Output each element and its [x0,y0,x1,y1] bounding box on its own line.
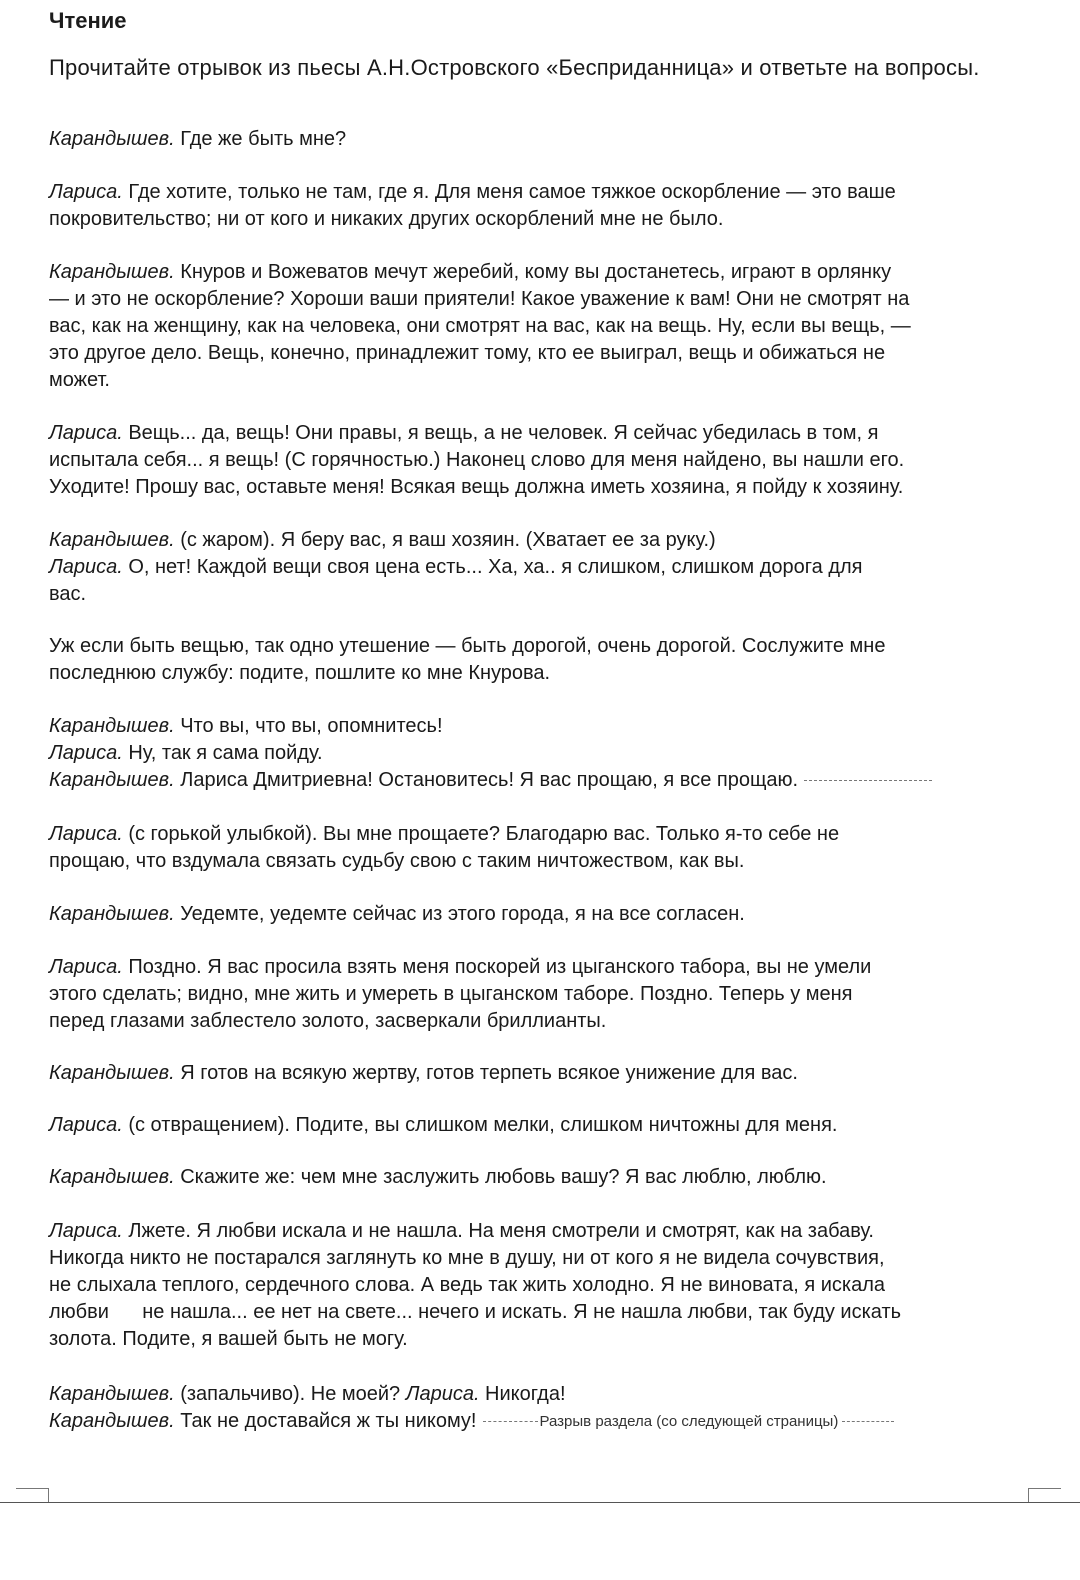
page-corner-left [16,1488,49,1503]
dialogue-line: Уж если быть вещью, так одно утешение — быть дорогой, очень дорогой. Сослужите мне [49,635,886,657]
dialogue-line [49,259,1039,286]
dialogue-line [49,1060,1039,1087]
speaker-karandyshev: Карандышев. [49,128,175,150]
speaker-karandyshev: Карандышев. [49,529,175,551]
dialogue-block [49,126,1039,153]
dialogue-line: последнюю службу: подите, пошлите ко мне Кнурова. [49,662,551,684]
dialogue-line: этого сделать; видно, мне жить и умереть в цыганском таборе. Поздно. Теперь у меня [49,983,853,1005]
replica-text: (запальчиво). Не моей? [174,1383,406,1405]
dialogue-line [49,821,1039,848]
dialogue-line: может. [49,369,110,391]
dialogue-line: золота. Подите, я вашей быть не могу. [49,1328,408,1350]
dialogue-block [49,1218,1039,1353]
replica-text: (с жаром). Я беру вас, я ваш хозяин. (Хватает ее за руку.) [174,529,716,551]
dialogue-block [49,1060,1039,1087]
speaker-larisa: Лариса. [49,1114,123,1136]
dialogue-line [49,126,1039,153]
replica-text: Вещь... да, вещь! Они правы, я вещь, а не человек. Я сейчас убедилась в том, я [122,422,879,444]
dialogue-line: перед глазами заблестело золото, засверкали бриллианты. [49,1010,607,1032]
dialogue-block [49,179,1039,233]
dialogue-line: Никогда никто не постарался заглянуть ко мне в душу, ни от кого я не видела сочувствия, [49,1247,885,1269]
section-break-dashes-right [842,1421,894,1422]
replica-text: Где же быть мне? [174,128,347,150]
replica-text: Скажите же: чем мне заслужить любовь вашу? Я вас люблю, люблю. [174,1166,827,1188]
dialogue-line: вас, как на женщину, как на человека, они смотрят на вас, как на вещь. Ну, если вы вещь, — [49,315,911,337]
replica-text: (с горькой улыбкой). Вы мне прощаете? Благодарю вас. Только я-то себе не [122,823,840,845]
dialogue-line: это другое дело. Вещь, конечно, принадлежит тому, кто ее выиграл, вещь и обижаться не [49,342,886,364]
speaker-larisa: Лариса. [49,956,123,978]
paragraph-mark-dashes [804,780,932,781]
dialogue-line: — и это не оскорбление? Хороши ваши приятели! Какое уважение к вам! Они не смотрят на [49,288,910,310]
section-break-label: Разрыв раздела (со следующей страницы) [539,1413,839,1431]
dialogue-block [49,713,1039,794]
speaker-karandyshev: Карандышев. [49,1410,175,1432]
dialogue-block [49,1381,1039,1435]
dialogue-line: вас. [49,583,87,605]
speaker-karandyshev: Карандышев. [49,1062,175,1084]
speaker-karandyshev: Карандышев. [49,1166,175,1188]
page-boundary-line [0,1502,1080,1503]
dialogue-line [49,1218,1039,1245]
replica-text: Никогда! [479,1383,566,1405]
dialogue-block [49,527,1039,608]
replica-text: Ну, так я сама пойду. [122,742,323,764]
speaker-larisa: Лариса. [405,1383,480,1405]
speaker-larisa: Лариса. [49,742,123,764]
replica-text: Лжете. Я любви искала и не нашла. На меня смотрели и смотрят, как на забаву. [122,1220,874,1242]
dialogue-line: Уходите! Прошу вас, оставьте меня! Всякая вещь должна иметь хозяина, я пойду к хозяину. [49,476,904,498]
dialogue-block [49,821,1039,875]
dialogue-line: покровительство; ни от кого и никаких других оскорблений мне не было. [49,208,724,230]
replica-text: О, нет! Каждой вещи своя цена есть... Ха, ха.. я слишком, слишком дорога для [122,556,863,578]
speaker-larisa: Лариса. [49,181,123,203]
dialogue-line: испытала себя... я вещь! (С горячностью.) Наконец слово для меня найдено, вы нашли его. [49,449,905,471]
dialogue-block [49,954,1039,1035]
task-instruction: Прочитайте отрывок из пьесы А.Н.Островского «Бесприданница» и ответьте на вопросы. [49,55,980,80]
dialogue-block [49,259,1039,394]
speaker-larisa: Лариса. [49,556,123,578]
dialogue-line [49,767,1039,794]
dialogue-line [49,554,1039,581]
dialogue-line: любви не нашла... ее нет на свете... нечего и искать. Я не нашла любви, так буду искать [49,1301,902,1323]
section-break-dashes-left [483,1421,538,1422]
speaker-larisa: Лариса. [49,422,123,444]
speaker-karandyshev: Карандышев. [49,261,175,283]
replica-text: Поздно. Я вас просила взять меня поскорей из цыганского табора, вы не умели [122,956,872,978]
dialogue-line [49,179,1039,206]
dialogue-line [49,901,1039,928]
dialogue-line [49,740,1039,767]
dialogue-block [49,1164,1039,1191]
section-heading: Чтение [49,8,127,33]
dialogue-line [49,1408,1039,1435]
dialogue-block [49,901,1039,928]
dialogue-line [49,1381,1039,1408]
replica-text: Лариса Дмитриевна! Остановитесь! Я вас прощаю, я все прощаю. [174,769,799,791]
replica-text: Уедемте, уедемте сейчас из этого города, я на все согласен. [174,903,745,925]
replica-text: Кнуров и Вожеватов мечут жеребий, кому вы достанетесь, играют в орлянку [174,261,892,283]
replica-text: Что вы, что вы, опомнитесь! [174,715,443,737]
replica-text: Я готов на всякую жертву, готов терпеть всякое унижение для вас. [174,1062,798,1084]
replica-text: Так не доставайся ж ты никому! [174,1410,477,1432]
dialogue-line: не слыхала теплого, сердечного слова. А ведь так жить холодно. Я не виновата, я искала [49,1274,885,1296]
dialogue-line [49,954,1039,981]
dialogue-line [49,1164,1039,1191]
dialogue-block [49,1112,1039,1139]
replica-text: Где хотите, только не там, где я. Для меня самое тяжкое оскорбление — это ваше [122,181,896,203]
dialogue-line [49,420,1039,447]
dialogue-block [49,633,1039,687]
replica-text: (с отвращением). Подите, вы слишком мелки, слишком ничтожны для меня. [122,1114,838,1136]
speaker-larisa: Лариса. [49,823,123,845]
speaker-karandyshev: Карандышев. [49,903,175,925]
speaker-larisa: Лариса. [49,1220,123,1242]
dialogue-line [49,1112,1039,1139]
dialogue-line [49,713,1039,740]
dialogue-block [49,420,1039,501]
speaker-karandyshev: Карандышев. [49,1383,175,1405]
speaker-karandyshev: Карандышев. [49,769,175,791]
dialogue-line: прощаю, что вздумала связать судьбу свою с таким ничтожеством, как вы. [49,850,745,872]
speaker-karandyshev: Карандышев. [49,715,175,737]
page-corner-right [1028,1488,1061,1503]
dialogue-line [49,527,1039,554]
